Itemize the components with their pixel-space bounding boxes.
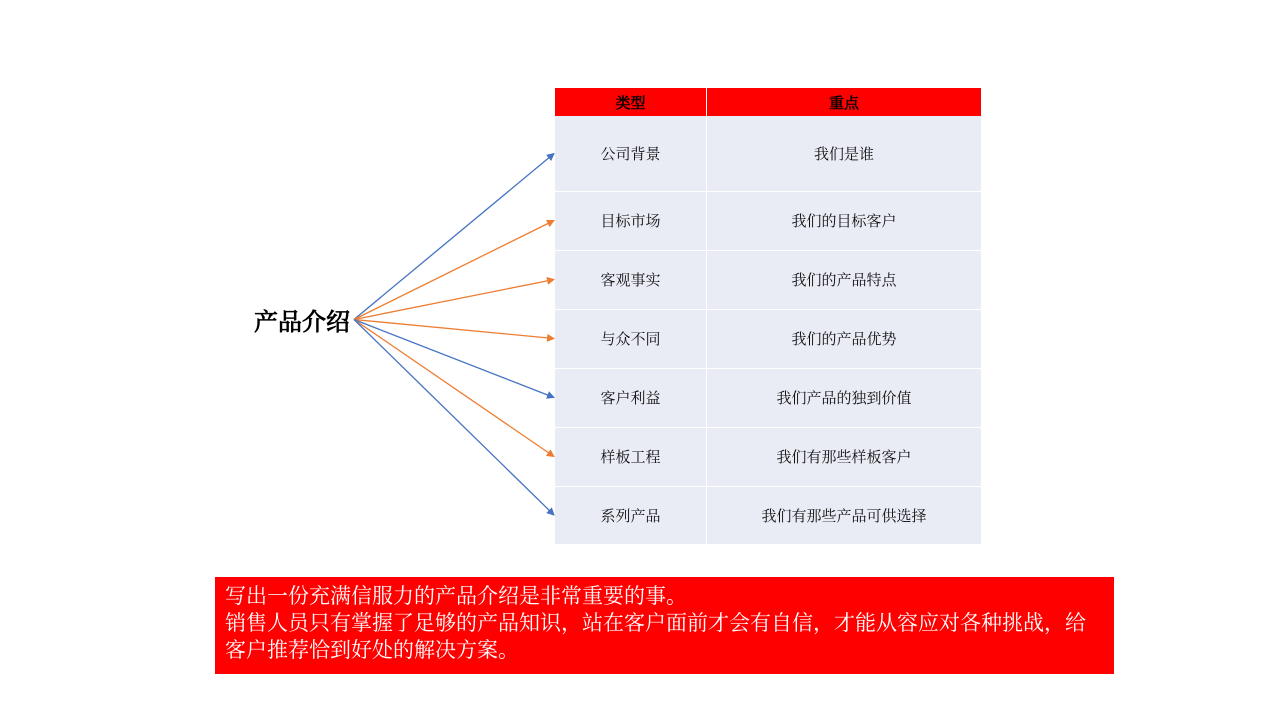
header-focus: 重点 (707, 88, 982, 116)
type-cell: 客户利益 (555, 368, 707, 427)
focus-cell: 我们的目标客户 (707, 191, 982, 250)
table-header-row (555, 88, 981, 116)
focus-cell: 我们有那些样板客户 (707, 427, 982, 486)
table-row (555, 309, 981, 368)
connector-arrow (354, 320, 554, 339)
source-label: 产品介绍 (254, 308, 350, 336)
header-type: 类型 (555, 88, 707, 116)
table-row (555, 427, 981, 486)
type-cell: 公司背景 (555, 116, 707, 191)
table-row (555, 368, 981, 427)
type-cell: 与众不同 (555, 309, 707, 368)
table-row (555, 116, 981, 191)
type-cell: 样板工程 (555, 427, 707, 486)
type-cell: 目标市场 (555, 191, 707, 250)
summary-note (215, 577, 1114, 674)
connector-arrow (354, 154, 554, 320)
connector-arrow (354, 280, 554, 320)
focus-cell: 我们的产品特点 (707, 250, 982, 309)
focus-cell: 我们有那些产品可供选择 (707, 486, 982, 544)
product-intro-table (555, 88, 981, 545)
connector-arrow (354, 320, 554, 516)
table-row (555, 486, 981, 544)
focus-cell: 我们产品的独到价值 (707, 368, 982, 427)
note-line: 写出一份充满信服力的产品介绍是非常重要的事。 (225, 584, 687, 608)
table-row (555, 250, 981, 309)
connector-arrow (354, 320, 554, 398)
type-cell: 客观事实 (555, 250, 707, 309)
connector-arrow (354, 221, 554, 320)
note-line: 销售人员只有掌握了足够的产品知识，站在客户面前才会有自信，才能从容应对各种挑战，给客户推荐恰到好处的解决方案。 (225, 611, 1086, 662)
focus-cell: 我们的产品优势 (707, 309, 982, 368)
table-row (555, 191, 981, 250)
focus-cell: 我们是谁 (707, 116, 982, 191)
type-cell: 系列产品 (555, 486, 707, 544)
connector-arrow (354, 320, 554, 457)
